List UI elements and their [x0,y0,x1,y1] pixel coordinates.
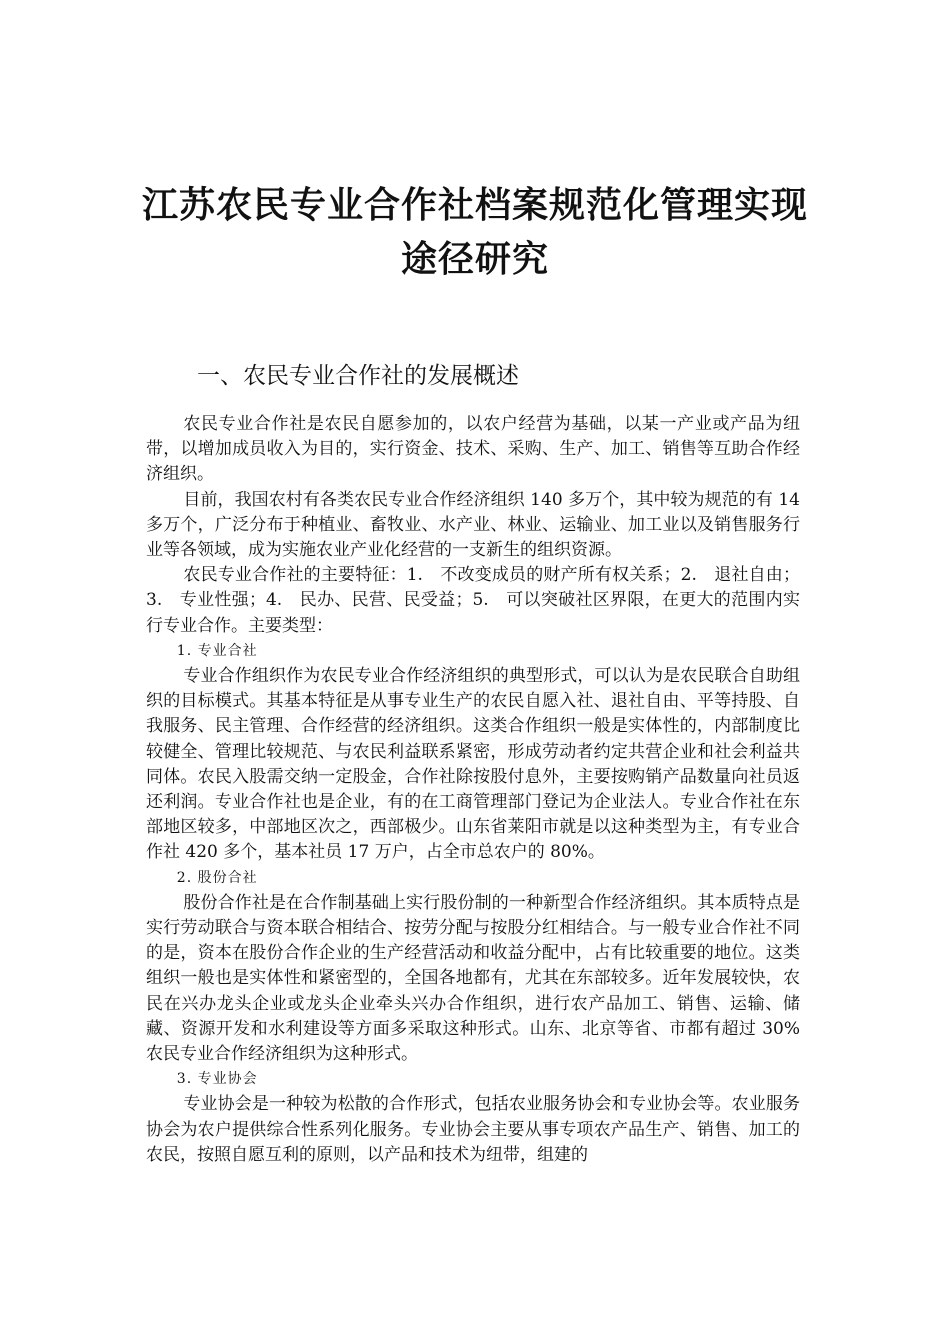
subheading: 1. 专业合社 [176,642,258,659]
title-line-2: 途径研究 [400,238,549,280]
title-line-1: 江苏农民专业合作社档案规范化管理实现 [141,184,808,226]
paragraph: 专业合作组织作为农民专业合作经济组织的典型形式，可以认为是农民联合自助组织的目标模式。其基本特征是从事专业生产的农民自愿入社、退社自由、平等持股、自我服务、民主管理、合作经营的经济组织。这类合作组织一般是实体性的，内部制度比较健全、管理比较规范、与农民利益联系紧密，形成劳动者约定共营企业和社会利益共同体。农民入股需交纳一定股金，合作社除按股付息外，主要按购销产品数量向社员返还利润。专业合作社也是企业，有的在工商管理部门登记为企业法人。专业合作社在东部地区较多，中部地区次之，西部极少。山东省莱阳市就是以这种类型为主，有专业合作社 420 多个，基本社员 17 万户，占全市总农户的 80%。 [146,666,800,863]
paragraph: 专业协会是一种较为松散的合作形式，包括农业服务协会和专业协会等。农业服务协会为农户提供综合性系列化服务。专业协会主要从事专项农产品生产、销售、加工的农民，按照自愿互利的原则，以产品和技术为纽带，组建的 [146,1094,800,1165]
paragraph: 股份合作社是在合作制基础上实行股份制的一种新型合作经济组织。其本质特点是实行劳动联合与资本联合相结合、按劳分配与按股分红相结合。与一般专业合作社不同的是，资本在股份合作企业的生产经营活动和收益分配中，占有比较重要的地位。这类组织一般也是实体性和紧密型的，全国各地都有，尤其在东部较多。近年发展较快，农民在兴办龙头企业或龙头企业牵头兴办合作组织，进行农产品加工、销售、运输、储藏、资源开发和水利建设等方面多采取这种形式。山东、北京等省、市都有超过 30%农民专业合作经济组织为这种形式。 [146,892,800,1065]
paragraph: 农民专业合作社是农民自愿参加的，以农户经营为基础，以某一产业或产品为纽带，以增加成员收入为目的，实行资金、技术、采购、生产、加工、销售等互助合作经济组织。 [146,414,800,485]
paragraph: 目前，我国农村有各类农民专业合作经济组织 140 多万个，其中较为规范的有 14 多万个，广泛分布于种植业、畜牧业、水产业、林业、运输业、加工业以及销售服务行业等各领域，成为实施农业产业化经营的一支新生的组织资源。 [146,489,800,561]
document-title [100,178,850,286]
document-body [146,412,800,1168]
subheading: 3. 专业协会 [176,1071,258,1088]
paragraph: 农民专业合作社的主要特征：1. 不改变成员的财产所有权关系；2. 退社自由；3. 专业性强；4. 民办、民营、民受益；5. 可以突破社区界限，在更大的范围内实行专业合作。主要类型： [146,565,800,636]
subheading: 2. 股份合社 [176,869,258,886]
section-heading: 一、农民专业合作社的发展概述 [197,363,519,389]
